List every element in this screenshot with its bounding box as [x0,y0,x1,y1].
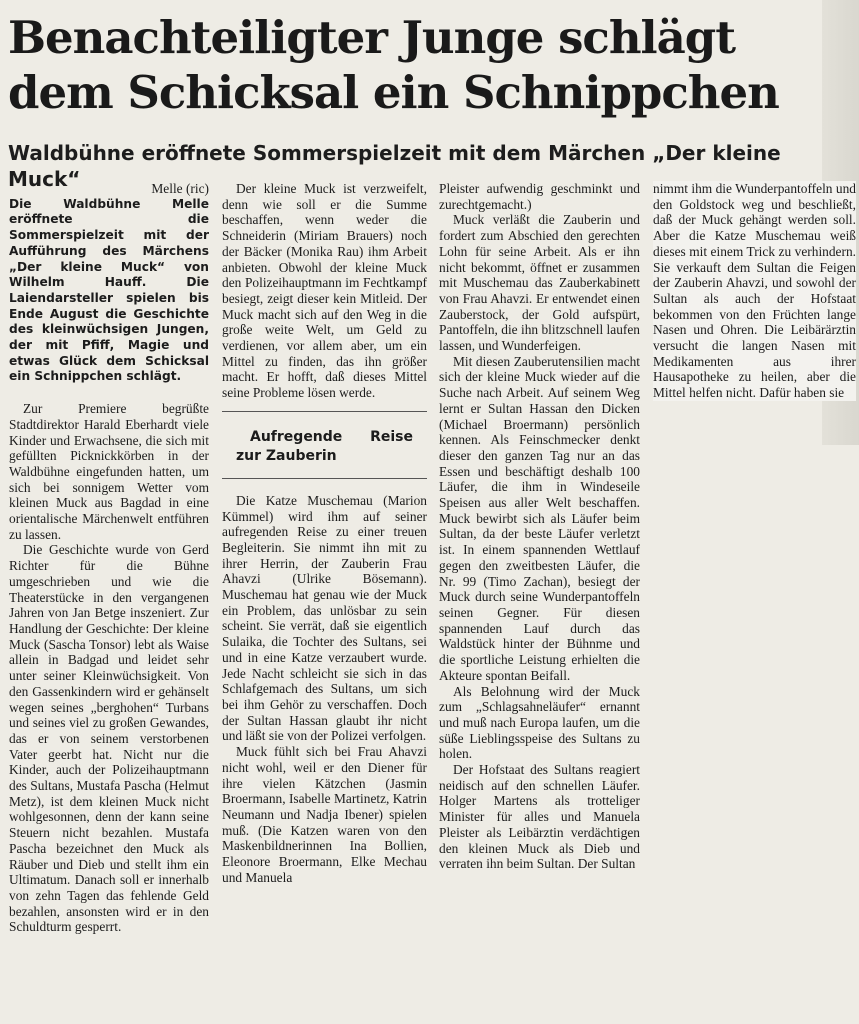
body-paragraph: Die Katze Muschemau (Marion Kümmel) wird ihm auf seiner aufregenden Reise zu einer treuen Begleiterin. Sie nimmt ihn mit zu ihrer Herrin, der Zauberin Frau Ahavzi (Ulrike Bösemann). Muschemau hat genau wie der Muck ein Problem, das unlösbar zu sein scheint. Sie verrät, daß sie eigentlich Sulaika, die Tochter des Sultans, sei und in eine Katze verzaubert wurde. Jede Nacht schleicht sie sich in das Schlafgemach des Sultans, um sich bei ihm Gehör zu verschaffen. Doch der Sultan Hassan glaubt ihr nicht und läßt sie von der Polizei verfolgen. [222,492,427,744]
body-paragraph: Als Belohnung wird der Muck zum „Schlagsahneläufer“ ernannt und muß nach Europa laufen, um die süße Lieblingsspeise des Sultans zu holen. [439,683,640,762]
column-3 [439,181,640,872]
section-heading-box [222,411,427,479]
body-paragraph: Muck verläßt die Zauberin und fordert zum Abschied den gerechten Lohn für seine Arbeit. Als er ihn nicht bekommt, öffnet er zusammen mit Muschemau das Zauberkabinett von Frau Ahavzi. Er entwendet einen Zauberstock, der Gold aufspürt, Pantoffeln, die ihn blitzschnell laufen lassen, und Wunderfeigen. [439,212,640,354]
body-paragraph: nimmt ihm die Wunderpantoffeln und den Goldstock weg und beschließt, daß der Muck gehängt werden soll. Aber die Katze Muschemau weiß dieses mit einem Trick zu verhindern. Sie verkauft dem Sultan die Feigen der Zauberin Ahavzi, und sowohl der Sultan als auch der Hofstaat bekommen von den Früchten lange Nasen und Ohren. Die Leibärärztin versucht die langen Nasen mit Medikamenten aus ihrer Hausapotheke zu heilen, aber die Mittel helfen nicht. Dafür haben sie [653,181,856,401]
headline: Benachteiligter Junge schlägt dem Schicksal ein Schnippchen [8,11,779,119]
body-paragraph: Die Geschichte wurde von Gerd Richter für die Bühne umgeschrieben und wie die Theaterstücke in den vergangenen Jahren von Jan Betge inszeniert. Zur Handlung der Geschichte: Der kleine Muck (Sascha Tonsor) lebt als Waise allein in Badgad und leidet sehr unter seiner Kleinwüchsigkeit. Von den Gassenkindern wird er gehänselt wegen seines „berghohen“ Turbans und seines viel zu großen Gewandes, das er von seinem verstorbenen Vater geerbt hat. Nicht nur die Kinder, auch der Polizeihauptmann des Sultans, Mustafa Pascha (Helmut Metz), ist dem kleinen Muck nicht wohlgesonnen, denn der kann seine Steuern nicht bezahlen. Mustafa Pascha bezeichnet den Muck als Räuber und Dieb und stellt ihm ein Ultimatum. Danach soll er innerhalb von zehn Tagen das fehlende Geld bezahlen, ansonsten wird er in den Schuldturm gesperrt. [9,542,209,935]
section-heading: Aufregende Reise zur Zauberin [236,428,413,464]
lead-paragraph: Die Waldbühne Melle eröffnete die Sommerspielzeit mit der Aufführung des Märchens „Der kleine Muck“ von Wilhelm Hauff. Die Laiendarsteller spielen bis Ende August die Geschichte des kleinwüchsigen Jungen, der mit Pfiff, Magie und etwas Glück dem Schicksal ein Schnippchen schlägt. [9,196,209,384]
column-2 [222,181,427,885]
body-paragraph: Pleister aufwendig geschminkt und zurechtgemacht.) [439,181,640,212]
body-paragraph: Zur Premiere begrüßte Stadtdirektor Harald Eberhardt viele Kinder und Erwachsene, die sich mit gefüllten Picknickkörben in der Waldbühne eingefunden hatten, um sich bei sonnigem Wetter vom kleinen Muck aus Bagdad in eine orientalische Märchenwelt entführen zu lassen. [9,401,209,542]
dateline: Melle (ric) [151,181,209,196]
column-1 [9,181,209,935]
column-4 [653,181,856,401]
body-paragraph: Muck fühlt sich bei Frau Ahavzi nicht wohl, weil er den Diener für ihre vielen Kätzchen (Jasmin Broermann, Isabelle Martinetz, Katrin Neumann und Nadja Ibener) spielen muß. (Die Katzen waren von den Maskenbildnerinnen Ina Bollien, Eleonore Broermann, Elke Mechau und Manuela [222,744,427,885]
body-paragraph: Der kleine Muck ist verzweifelt, denn wie soll er die Summe beschaffen, wenn weder die Schneiderin (Miriam Brauers) noch der Bäcker (Monika Rau) ihm Arbeit anbieten. Obwohl der kleine Muck den Polizeihauptmann im Fechtkampf besiegt, zeigt dieser kein Mitleid. Der Muck macht sich auf den Weg in die große weite Welt, um Geld zu verdienen, vor allem aber, um ein Mittel zu finden, das ihn größer macht. Er hofft, daß dieses Mittel seine Probleme lösen werde. [222,181,427,401]
body-paragraph: Der Hofstaat des Sultans reagiert neidisch auf den schnellen Läufer. Holger Martens als trotteliger Minister für alles und Manuela Pleister als Leibärztin verdächtigen den kleinen Muck als Dieb und verraten ihn beim Sultan. Der Sultan [439,762,640,872]
body-paragraph: Mit diesen Zauberutensilien macht sich der kleine Muck wieder auf die Suche nach Arbeit. Auf seinem Weg lernt er Sultan Hassan den Dicken (Michael Broermann) persönlich kennen. Als Feinschmecker denkt dieser den ganzen Tag nur an das Essen und beschäftigt deshalb 100 Läufer, die ihm in Windeseile Speisen aus aller Welt beschaffen. Muck bewirbt sich als Läufer beim Sultan, da der beste Läufer verletzt ist. In einem spannenden Wettlauf gegen den zweitbesten Läufer, die Nr. 99 (Timo Zachan), besiegt der Muck durch seine Wunderpantoffeln seinen Gegner. Für diesen spannenden Lauf durch das Waldstück hinter der Bühnme und die sportliche Leistung erhielten die Akteure spontan Beifall. [439,353,640,683]
subheadline: Waldbühne eröffnete Sommerspielzeit mit dem Märchen „Der kleine Muck“ [8,141,781,191]
